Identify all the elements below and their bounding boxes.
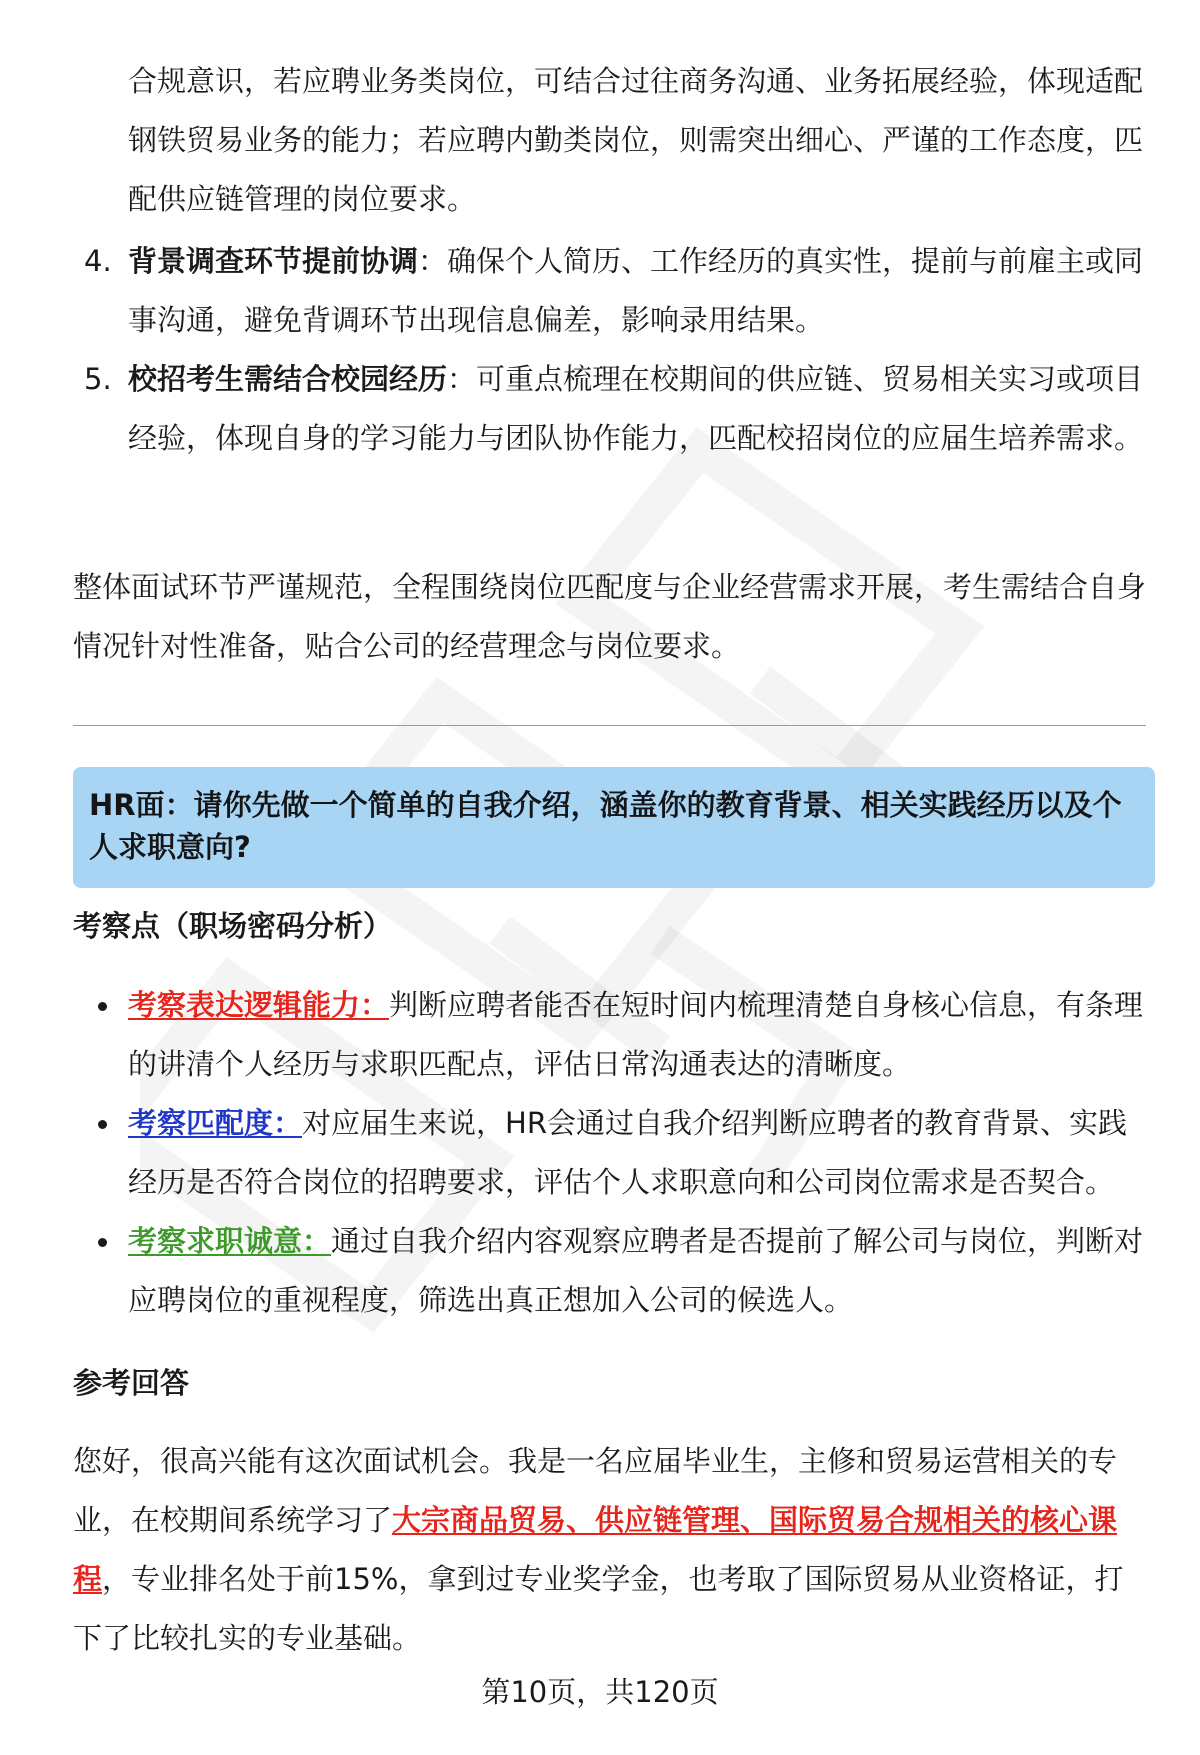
list-item-body (128, 350, 1146, 468)
analysis-bullet (80, 1212, 1154, 1330)
bullet-body (128, 976, 1154, 1094)
list-item-title: 校招考生需结合校园经历 (128, 362, 448, 396)
summary-paragraph: 整体面试环节严谨规范，全程围绕岗位匹配度与企业经营需求开展，考生需结合自身情况针对性准备，贴合公司的经营理念与岗位要求。 (73, 570, 1147, 663)
bullet-text: 判断应聘者能否在短时间内梳理清楚自身核心信息，有条理的讲清个人经历与求职匹配点，评估日常沟通表达的清晰度。 (128, 988, 1144, 1081)
analysis-bullet (80, 1094, 1154, 1212)
bullet-keyword: 考察表达逻辑能力： (128, 988, 390, 1022)
list-item-separator: ： (447, 362, 477, 396)
list-item-title: 背景调查环节提前协调 (128, 244, 419, 278)
bullet-dot-icon (98, 1238, 107, 1247)
list-item-body (128, 232, 1146, 350)
reference-answer-paragraph (73, 1432, 1146, 1668)
analysis-heading: 考察点（职场密码分析） (73, 909, 393, 943)
list-item-separator: ： (418, 244, 448, 278)
answer-text-after: ，专业排名处于前15%，拿到过专业奖学金，也考取了国际贸易从业资格证，打下了比较扎实的专业基础。 (73, 1562, 1124, 1655)
section-divider (73, 725, 1146, 726)
list-item-text: 可重点梳理在校期间的供应链、贸易相关实习或项目经验，体现自身的学习能力与团队协作能力，匹配校招岗位的应届生培养需求。 (128, 362, 1144, 455)
list-item-number: 5. (84, 362, 112, 396)
reference-answer-heading: 参考回答 (73, 1366, 190, 1400)
interview-question-text: HR面：请你先做一个简单的自我介绍，涵盖你的教育背景、相关实践经历以及个人求职意向? (89, 788, 1122, 864)
numbered-list-item (80, 350, 1146, 468)
bullet-body (128, 1094, 1154, 1212)
bullet-keyword: 考察匹配度： (128, 1106, 303, 1140)
bullet-body (128, 1212, 1154, 1330)
numbered-list-item (80, 232, 1146, 350)
bullet-dot-icon (98, 1120, 107, 1129)
bullet-text: 对应届生来说，HR会通过自我介绍判断应聘者的教育背景、实践经历是否符合岗位的招聘要求，评估个人求职意向和公司岗位需求是否契合。 (128, 1106, 1127, 1199)
bullet-text: 通过自我介绍内容观察应聘者是否提前了解公司与岗位，判断对应聘岗位的重视程度，筛选出真正想加入公司的候选人。 (128, 1224, 1144, 1317)
bullet-keyword: 考察求职诚意： (128, 1224, 332, 1258)
bullet-dot-icon (98, 1002, 107, 1011)
answer-highlight: 大宗商品贸易、供应链管理、国际贸易合规相关的核心课程 (73, 1503, 1118, 1596)
interview-question-box (73, 767, 1155, 888)
list-item-continuation: 合规意识，若应聘业务类岗位，可结合过往商务沟通、业务拓展经验，体现适配钢铁贸易业务的能力；若应聘内勤类岗位，则需突出细心、严谨的工作态度，匹配供应链管理的岗位要求。 (128, 64, 1144, 216)
list-item-number: 4. (84, 244, 112, 278)
list-item-text: 确保个人简历、工作经历的真实性，提前与前雇主或同事沟通，避免背调环节出现信息偏差，影响录用结果。 (128, 244, 1144, 337)
page-number-footer: 第10页，共120页 (481, 1675, 719, 1709)
answer-text-before: 您好，很高兴能有这次面试机会。我是一名应届毕业生，主修和贸易运营相关的专业，在校期间系统学习了 (73, 1444, 1118, 1537)
analysis-bullet (80, 976, 1154, 1094)
